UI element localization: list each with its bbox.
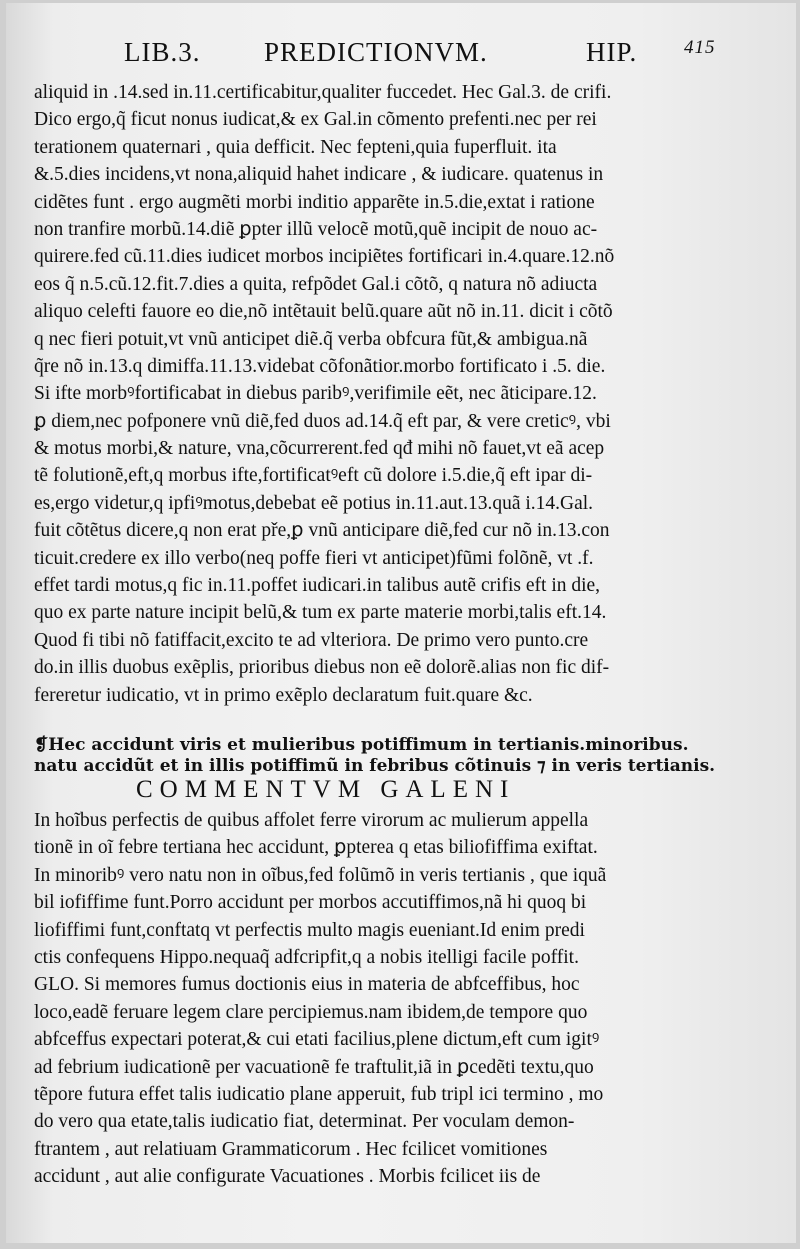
margin-annotation xyxy=(8,993,20,1006)
text-line: terationem quaternari , quia defficit. Nec fepteni,quia fuperfluit. ita xyxy=(34,136,557,158)
header-author: HIP. xyxy=(586,37,638,67)
header-book: LIB.3. xyxy=(124,37,201,67)
text-line: do vero qua etate,talis iudicatio fiat, determinat. Per voculam demon- xyxy=(34,1111,575,1133)
text-line: Quod fi tibi nõ fatiffacit,excito te ad vlteriora. De primo vero punto.cre xyxy=(34,629,589,651)
text-line: do.in illis duobus exẽplis, prioribus diebus non eẽ dolorẽ.alias non fic dif- xyxy=(34,657,610,679)
text-line: quirere.fed cũ.11.dies iudicet morbos incipiẽtes fortificari in.4.quare.12.nõ xyxy=(34,246,615,268)
text-line: ꝑ diem,nec pofponere vnũ diẽ,fed duos ad.14.q̃ eft par, & vere creticꝰ, vbi xyxy=(34,410,611,432)
page-number: 415 xyxy=(684,37,716,58)
text-line: tionẽ in oĩ febre tertiana hec accidunt, ꝑpterea q etas biliofiffima exiftat. xyxy=(34,837,598,859)
text-line: tẽ folutionẽ,eft,q morbus ifte,fortificatꝰeft cũ dolore i.5.die,q̃ eft ipar di- xyxy=(34,465,593,487)
commentary-heading: COMMENTVM GALENI xyxy=(136,776,516,803)
text-line: tẽpore futura effet talis iudicatio plane apperuit, fub tripl ici termino , mo xyxy=(34,1083,604,1105)
text-line: ticuit.credere ex illo verbo(neq poffe fieri vt anticipet)fũmi folõnẽ, vt .f. xyxy=(34,547,594,569)
text-line: cidẽtes funt . ergo augmẽti morbi inditio apparẽte in.5.die,extat i ratione xyxy=(34,191,595,213)
text-line: q nec fieri potuit,vt vnũ anticipet diẽ.q̃ verba obfcura fũt,& ambigua.nã xyxy=(34,328,588,350)
text-line: abfceffus expectari poterat,& cui etati facilius,plene dictum,eft cum igitꝰ xyxy=(34,1029,600,1051)
text-line: accidunt , aut alie configurate Vacuationes . Morbis fcilicet iis de xyxy=(34,1166,541,1188)
text-line: fereretur iudicatio, vt in primo exẽplo declaratum fuit.quare &c. xyxy=(34,684,533,706)
text-line: & motus morbi,& nature, vna,cõcurrerent.fed qđ mihi nõ fauet,vt eã acep xyxy=(34,438,605,460)
lemma-line: ❡Hec accidunt viris et mulieribus potiffimum in tertianis.minoribus. xyxy=(34,735,689,755)
text-line: liofiffimi funt,conftatq vt perfectis multo magis eueniant.Id enim predi xyxy=(34,919,585,941)
text-line: aliquid in .14.sed in.11.certificabitur,qualiter fuccedet. Hec Gal.3. de crifi. xyxy=(34,82,612,103)
text-line: Si ifte morbꝰfortificabat in diebus paribꝰ,verifimile eẽt, nec ãticipare.12. xyxy=(34,383,597,405)
text-line: effet tardi motus,q fic in.11.poffet iudicari.in talibus autẽ crifis eft in die, xyxy=(34,575,601,597)
book-page xyxy=(6,3,796,1243)
text-line: In minoribꝰ vero natu non in oĩbus,fed folũmõ in veris tertianis , que iquã xyxy=(34,864,607,886)
text-line: non tranfire morbũ.14.diẽ ꝑpter illũ velocẽ motũ,quẽ incipit de nouo ac- xyxy=(34,218,598,240)
text-line: ad febrium iudicationẽ per vacuationẽ fe traftulit,iã in ꝑcedẽti textu,quo xyxy=(34,1056,594,1078)
text-line: In hoĩbus perfectis de quibus affolet ferre virorum ac mulierum appella xyxy=(34,810,589,831)
text-line: Dico ergo,q̃ ficut nonus iudicat,& ex Gal.in cõmento prefenti.nec per rei xyxy=(34,109,597,131)
text-line: ftrantem , aut relatiuam Grammaticorum . Hec fcilicet vomitiones xyxy=(34,1138,548,1160)
lemma-line: natu accidũt et in illis potiffimũ in febribus cõtinuis ⁊ in veris tertianis. xyxy=(34,756,716,776)
text-line: es,ergo videtur,q ipfiꝰmotus,debebat eẽ potius in.11.aut.13.quã i.14.Gal. xyxy=(34,492,594,514)
text-line: eos q̃ n.5.cũ.12.fit.7.dies a quita, refpõdet Gal.i cõtõ, q natura nõ adiucta xyxy=(34,273,598,295)
running-header xyxy=(124,37,756,71)
text-block-1 xyxy=(34,79,726,709)
text-line: loco,eadẽ feruare legem clare percipiemus.nam ibidem,de tempore quo xyxy=(34,1001,588,1023)
text-line: ctis confequens Hippo.nequaq̃ adfcripfit,q a nobis itelligi facile poffit. xyxy=(34,946,579,968)
text-line: aliquo celefti fauore eo die,nõ intẽtauit belũ.quare aũt nõ in.11. dicit i cõtõ xyxy=(34,301,613,323)
header-title: PREDICTIONVM. xyxy=(264,37,488,67)
text-line: quo ex parte nature incipit belũ,& tum ex parte materie morbi,talis eft.14. xyxy=(34,602,607,624)
text-block-2 xyxy=(34,807,726,1190)
text-line: bil iofiffime funt.Porro accidunt per morbos accutiffimos,nã hi quoq bi xyxy=(34,892,587,914)
text-line: GLO. Si memores fumus doctionis eius in materia de abfceffibus, hoc xyxy=(34,974,580,996)
hippocrates-lemma xyxy=(34,735,734,777)
text-line: fuit cõtẽtus dicere,q non erat pře,ꝑ vnũ anticipare diẽ,fed cur nõ in.13.con xyxy=(34,520,610,542)
text-line: q̃re nõ in.13.q dimiffa.11.13.videbat cõfonãtior.morbo fortificato i .5. die. xyxy=(34,355,606,377)
text-line: &.5.dies incidens,vt nona,aliquid hahet indicare , & iudicare. quatenus in xyxy=(34,164,604,186)
